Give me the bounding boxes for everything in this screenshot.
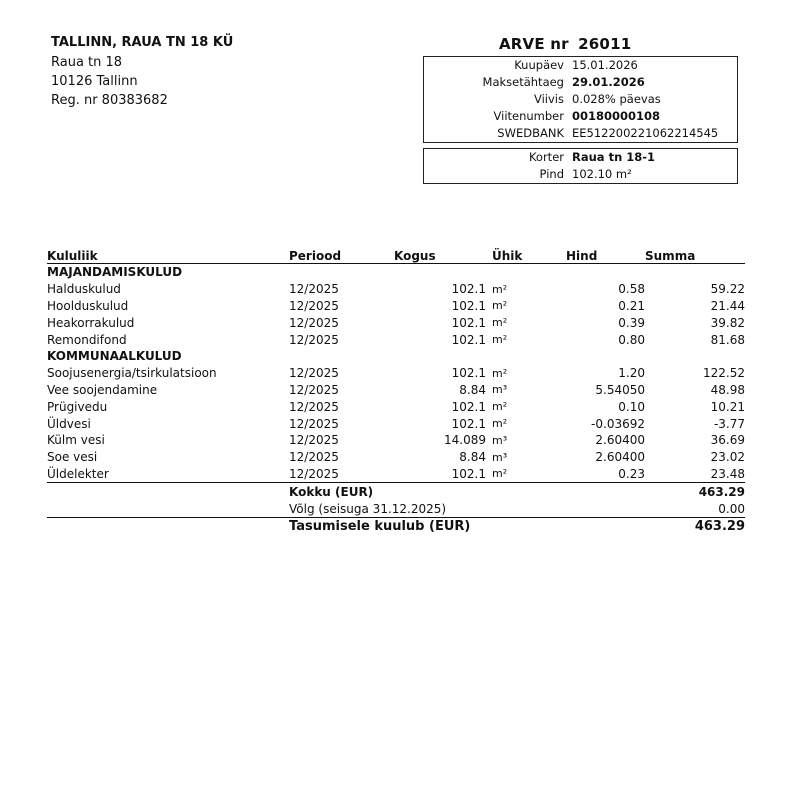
detail-value: 15.01.2026 — [572, 58, 638, 72]
detail-row — [424, 109, 737, 126]
cell-type: Halduskulud — [47, 282, 121, 297]
table-row — [47, 449, 745, 466]
cell-unit: m² — [492, 400, 508, 414]
debt-label: Võlg (seisuga 31.12.2025) — [289, 501, 447, 516]
apartment-details-box — [423, 148, 738, 184]
cell-price: -0.03692 — [591, 416, 645, 431]
cell-period: 12/2025 — [289, 399, 339, 414]
company-reg-number: Reg. nr 80383682 — [51, 93, 168, 108]
cell-unit: m² — [492, 333, 508, 347]
detail-label: Kuupäev — [514, 58, 564, 72]
cell-price: 0.39 — [618, 315, 645, 330]
table-row — [47, 314, 745, 331]
company-address-city: 10126 Tallinn — [51, 74, 138, 89]
company-name: TALLINN, RAUA TN 18 KÜ — [51, 35, 234, 50]
cell-qty: 102.1 — [451, 315, 486, 330]
detail-row — [424, 75, 737, 92]
cell-price: 2.60400 — [595, 433, 645, 448]
detail-row — [424, 167, 737, 184]
cell-price: 2.60400 — [595, 450, 645, 465]
cell-unit: m² — [492, 366, 508, 380]
cell-sum: 23.48 — [710, 466, 745, 481]
col-header-type: Kululiik — [47, 247, 289, 264]
cell-period: 12/2025 — [289, 450, 339, 465]
detail-value: 29.01.2026 — [572, 75, 645, 89]
detail-label: SWEDBANK — [497, 126, 564, 140]
table-row — [47, 398, 745, 415]
invoice-number: 26011 — [578, 35, 632, 53]
detail-value: Raua tn 18-1 — [572, 150, 656, 164]
cell-sum: 48.98 — [710, 382, 745, 397]
cell-qty: 102.1 — [451, 366, 486, 381]
invoice-items-table — [47, 247, 745, 535]
cell-qty: 102.1 — [451, 416, 486, 431]
col-header-price: Hind — [566, 247, 645, 264]
cell-qty: 8.84 — [459, 450, 486, 465]
col-header-sum: Summa — [645, 247, 745, 264]
cell-sum: -3.77 — [713, 416, 745, 431]
detail-value: 00180000108 — [572, 109, 661, 123]
invoice-title-label: ARVE nr — [499, 35, 569, 53]
cell-period: 12/2025 — [289, 298, 339, 313]
detail-label: Maksetähtaeg — [482, 75, 564, 89]
cell-sum: 10.21 — [710, 399, 745, 414]
section-title: MAJANDAMISKULUD — [47, 265, 183, 280]
cell-type: Soe vesi — [47, 450, 98, 465]
cell-period: 12/2025 — [289, 315, 339, 330]
cell-price: 0.80 — [618, 332, 645, 347]
payable-row — [47, 517, 745, 534]
debt-value: 0.00 — [718, 501, 745, 516]
detail-row — [424, 58, 737, 75]
invoice-title — [499, 35, 631, 53]
table-row — [47, 298, 745, 315]
cell-sum: 39.82 — [710, 315, 745, 330]
detail-value: EE512200221062214545 — [572, 126, 719, 140]
cell-sum: 36.69 — [710, 433, 745, 448]
cell-qty: 8.84 — [459, 382, 486, 397]
cell-price: 1.20 — [618, 366, 645, 381]
detail-row — [424, 92, 737, 109]
table-row — [47, 432, 745, 449]
cell-type: Remondifond — [47, 332, 127, 347]
detail-row — [424, 150, 737, 167]
cell-type: Üldvesi — [47, 416, 91, 431]
table-row — [47, 382, 745, 399]
cell-type: Heakorrakulud — [47, 315, 135, 330]
table-row — [47, 466, 745, 483]
detail-label: Korter — [528, 150, 564, 164]
cell-unit: m³ — [492, 433, 508, 447]
cell-type: Vee soojendamine — [47, 382, 158, 397]
cell-type: Soojusenergia/tsirkulatsioon — [47, 366, 217, 381]
cell-qty: 14.089 — [444, 433, 486, 448]
cell-sum: 59.22 — [710, 282, 745, 297]
cell-unit: m³ — [492, 383, 508, 397]
debt-row — [47, 500, 745, 517]
cell-qty: 102.1 — [451, 399, 486, 414]
cell-period: 12/2025 — [289, 416, 339, 431]
cell-type: Hoolduskulud — [47, 298, 129, 313]
cell-period: 12/2025 — [289, 382, 339, 397]
cell-type: Külm vesi — [47, 433, 105, 448]
cell-period: 12/2025 — [289, 366, 339, 381]
cell-sum: 23.02 — [710, 450, 745, 465]
table-row — [47, 331, 745, 348]
payable-value: 463.29 — [645, 517, 745, 534]
detail-value: 0.028% päevas — [572, 92, 661, 106]
detail-label: Pind — [539, 167, 564, 181]
detail-label: Viivis — [534, 92, 564, 106]
col-header-unit: Ühik — [486, 247, 566, 264]
cell-price: 0.23 — [618, 466, 645, 481]
cell-unit: m² — [492, 467, 508, 481]
total-label: Kokku (EUR) — [289, 483, 566, 500]
section-title: KOMMUNAALKULUD — [47, 349, 182, 364]
cell-unit: m² — [492, 316, 508, 330]
payable-label: Tasumisele kuulub (EUR) — [289, 517, 566, 534]
detail-value: 102.10 m² — [572, 167, 632, 181]
cell-price: 0.58 — [618, 282, 645, 297]
company-address-street: Raua tn 18 — [51, 55, 123, 70]
cell-qty: 102.1 — [451, 332, 486, 347]
total-row — [47, 483, 745, 500]
col-header-qty: Kogus — [394, 247, 486, 264]
table-row — [47, 365, 745, 382]
detail-label: Viitenumber — [493, 109, 564, 123]
cell-qty: 102.1 — [451, 298, 486, 313]
section-header-row — [47, 348, 745, 365]
cell-sum: 122.52 — [703, 366, 745, 381]
cell-price: 5.54050 — [595, 382, 645, 397]
section-header-row — [47, 264, 745, 281]
cell-unit: m² — [492, 417, 508, 431]
cell-price: 0.10 — [618, 399, 645, 414]
cell-unit: m³ — [492, 450, 508, 464]
cell-unit: m² — [492, 282, 508, 296]
table-row — [47, 281, 745, 298]
total-value: 463.29 — [645, 483, 745, 500]
detail-row — [424, 126, 737, 143]
cell-period: 12/2025 — [289, 282, 339, 297]
cell-sum: 81.68 — [710, 332, 745, 347]
cell-qty: 102.1 — [451, 282, 486, 297]
cell-sum: 21.44 — [710, 298, 745, 313]
col-header-period: Periood — [289, 247, 394, 264]
cell-period: 12/2025 — [289, 466, 339, 481]
cell-type: Prügivedu — [47, 399, 108, 414]
table-header-row — [47, 247, 745, 264]
cell-type: Üldelekter — [47, 466, 109, 481]
table-row — [47, 415, 745, 432]
invoice-details-box — [423, 56, 738, 143]
cell-unit: m² — [492, 299, 508, 313]
cell-qty: 102.1 — [451, 466, 486, 481]
cell-period: 12/2025 — [289, 332, 339, 347]
cell-price: 0.21 — [618, 298, 645, 313]
cell-period: 12/2025 — [289, 433, 339, 448]
